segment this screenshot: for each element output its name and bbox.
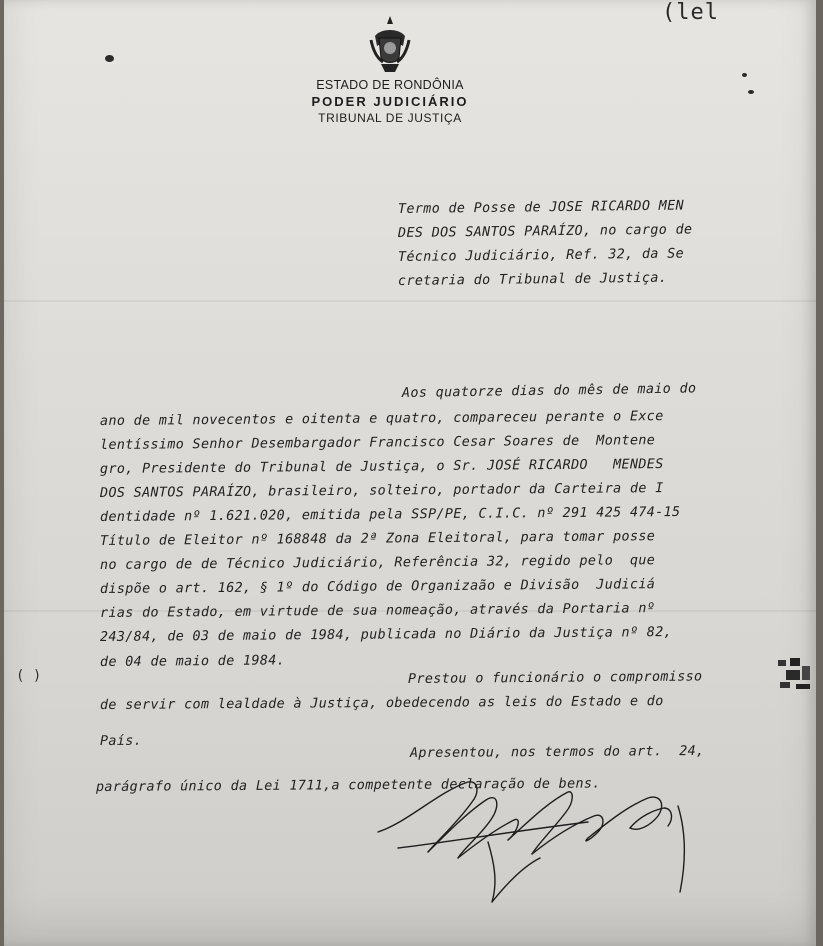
body-line: lentíssimo Senhor Desembargador Francisco Cesar Soares de Montene [99, 433, 656, 453]
body-line: dispõe o art. 162, § 1º do Código de Organizaão e Divisão Judiciá [99, 577, 656, 597]
ink-spot [742, 73, 747, 77]
ink-spot [105, 55, 114, 62]
ink-spot [748, 90, 754, 94]
title-line: Termo de Posse de JOSE RICARDO MEN [397, 198, 685, 217]
handwritten-signature [368, 762, 698, 912]
body-line: parágrafo único da Lei 1711,a competente declaração de bens. [95, 776, 601, 795]
margin-mark: ( ) [16, 668, 42, 684]
body-line: dentidade nº 1.621.020, emitida pela SSP/PE, C.I.C. nº 291 425 474-15 [99, 504, 681, 525]
body-line: ano de mil novecentos e oitenta e quatro, compareceu perante o Exce [99, 409, 664, 429]
body-line: no cargo de de Técnico Judiciário, Referência 32, regido pelo que [99, 553, 656, 573]
body-line: Apresentou, nos termos do art. 24, [409, 743, 705, 761]
branch-name: PODER JUDICIÁRIO [311, 94, 469, 109]
body-line: Prestou o funcionário o compromisso [407, 669, 703, 687]
body-line: 243/84, de 03 de maio de 1984, publicada no Diário da Justiça nº 82, [99, 625, 673, 645]
body-line: País. [99, 733, 143, 749]
stamp-residue [772, 654, 822, 694]
coat-of-arms-icon [367, 14, 413, 76]
body-line: de servir com lealdade à Justiça, obedecendo as leis do Estado e do [99, 694, 664, 713]
body-line: rias do Estado, em virtude de sua nomeação, através da Portaria nº [99, 601, 656, 621]
title-line: Técnico Judiciário, Ref. 32, da Se [397, 246, 685, 265]
body-line: Título de Eleitor nº 168848 da 2ª Zona Eleitoral, para tomar posse [99, 529, 656, 549]
title-line: DES DOS SANTOS PARAÍZO, no cargo de [397, 222, 693, 241]
body-line: Aos quatorze dias do mês de maio do [401, 381, 697, 401]
document-number: (lel [662, 0, 719, 25]
court-name: TRIBUNAL DE JUSTIÇA [318, 111, 462, 125]
body-line: gro, Presidente do Tribunal de Justiça, o Sr. JOSÉ RICARDO MENDES [99, 457, 664, 477]
body-line: de 04 de maio de 1984. [99, 653, 286, 670]
letterhead [290, 14, 490, 125]
body-line: DOS SANTOS PARAÍZO, brasileiro, solteiro, portador da Carteira de I [99, 481, 664, 501]
title-line: cretaria do Tribunal de Justiça. [397, 270, 668, 289]
state-name: ESTADO DE RONDÔNIA [316, 78, 464, 92]
